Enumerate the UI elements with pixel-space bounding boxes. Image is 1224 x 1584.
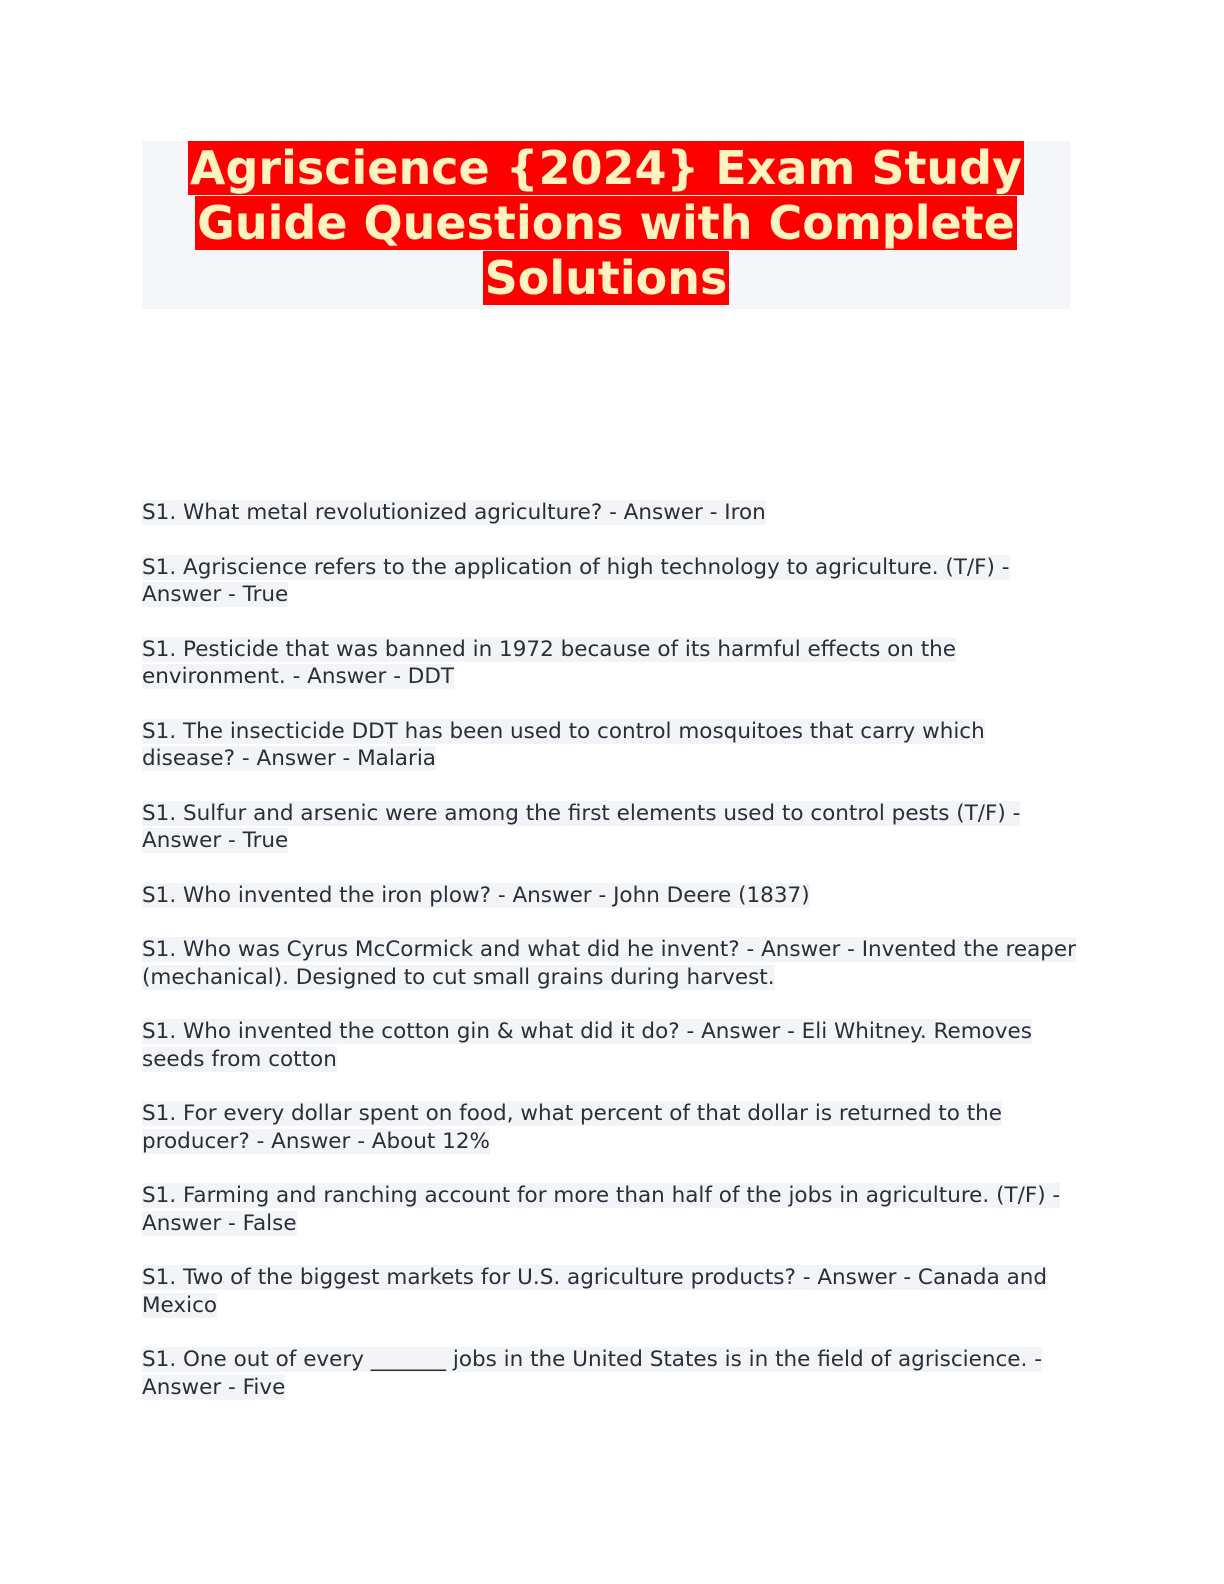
qa-text: S1. Two of the biggest markets for U.S. agriculture products? - Answer - Canada and Mexico — [142, 1265, 1048, 1318]
qa-item-8 — [142, 1018, 1082, 1073]
title-text-3: Solutions — [484, 251, 728, 305]
qa-text: S1. Who was Cyrus McCormick and what did he invent? - Answer - Invented the reaper (mechanical). Designed to cut small grains during harvest. — [142, 937, 1076, 990]
qa-item-4 — [142, 718, 1082, 773]
qa-text: S1. Agriscience refers to the application of high technology to agriculture. (T/F) - Answer - True — [142, 554, 1010, 607]
qa-item-10 — [142, 1182, 1082, 1237]
qa-text: S1. What metal revolutionized agriculture? - Answer - Iron — [142, 500, 766, 525]
qa-item-5 — [142, 800, 1082, 855]
qa-text: S1. One out of every _______ jobs in the United States is in the field of agriscience. - Answer - Five — [142, 1347, 1042, 1400]
title-text-1: Agriscience {2024} Exam Study — [189, 141, 1023, 195]
qa-text: S1. For every dollar spent on food, what percent of that dollar is returned to the producer? - Answer - About 12% — [142, 1101, 1003, 1154]
qa-text: S1. Sulfur and arsenic were among the first elements used to control pests (T/F) - Answer - True — [142, 800, 1021, 853]
question-answer-list — [142, 499, 1082, 1428]
qa-text: S1. Pesticide that was banned in 1972 because of its harmful effects on the environment. - Answer - DDT — [142, 636, 957, 689]
qa-text: S1. Farming and ranching account for more than half of the jobs in agriculture. (T/F) - Answer - False — [142, 1183, 1061, 1236]
qa-item-9 — [142, 1100, 1082, 1155]
title-line-2 — [142, 196, 1070, 251]
qa-text: S1. Who invented the cotton gin & what did it do? - Answer - Eli Whitney. Removes seeds from cotton — [142, 1019, 1032, 1072]
title-line-1 — [142, 141, 1070, 196]
document-title — [142, 141, 1070, 309]
qa-item-11 — [142, 1264, 1082, 1319]
title-text-2: Guide Questions with Complete — [197, 196, 1015, 250]
qa-item-12 — [142, 1346, 1082, 1401]
qa-item-2 — [142, 554, 1082, 609]
qa-item-3 — [142, 636, 1082, 691]
qa-item-1 — [142, 499, 1082, 527]
qa-text: S1. Who invented the iron plow? - Answer - John Deere (1837) — [142, 882, 810, 908]
qa-text: S1. The insecticide DDT has been used to control mosquitoes that carry which disease? - Answer - Malaria — [142, 718, 985, 771]
title-line-3 — [142, 251, 1070, 306]
qa-item-6 — [142, 882, 1082, 910]
qa-item-7 — [142, 936, 1082, 991]
